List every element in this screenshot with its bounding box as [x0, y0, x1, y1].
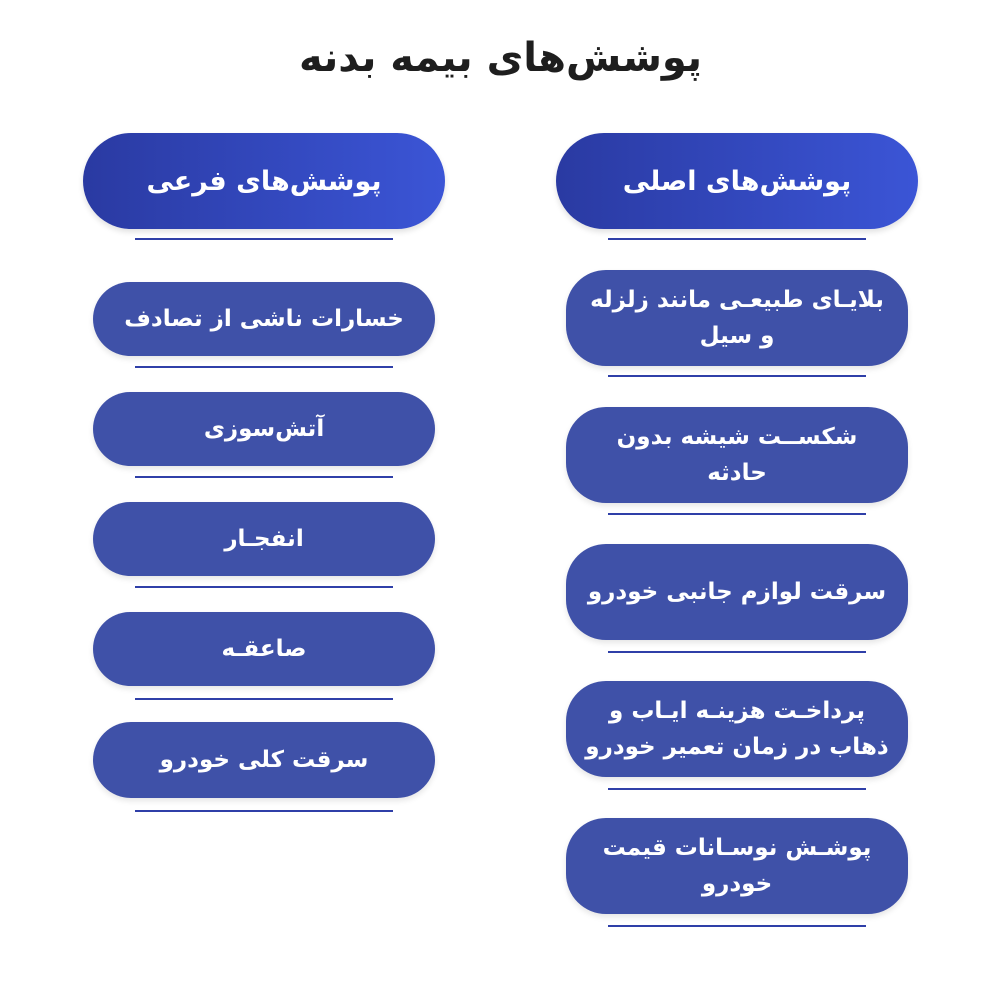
- main-item-divider: [608, 375, 866, 377]
- main-header-divider: [608, 238, 866, 240]
- main-item-transport-costs: [566, 681, 908, 777]
- secondary-item-total-theft: [93, 722, 435, 798]
- main-item-divider: [608, 513, 866, 515]
- main-item-label: بلایـای طبیعـی مانند زلزله و سیل: [590, 287, 884, 349]
- secondary-item-label: صاعقـه: [221, 636, 307, 662]
- secondary-item-accident-damage: [93, 282, 435, 356]
- page-title: پوشش‌های بیمه بدنه: [298, 35, 703, 81]
- secondary-header-divider: [135, 238, 393, 240]
- secondary-item-divider: [135, 366, 393, 368]
- secondary-item-divider: [135, 476, 393, 478]
- secondary-item-label: سرقت کلی خودرو: [159, 747, 369, 773]
- secondary-item-lightning: [93, 612, 435, 686]
- main-item-divider: [608, 651, 866, 653]
- secondary-item-divider: [135, 810, 393, 812]
- main-item-label: سرقت لوازم جانبی خودرو: [587, 579, 887, 605]
- main-item-price-fluctuation: [566, 818, 908, 914]
- main-item-label: پرداخـت هزینـه ایـاب و ذهاب در زمان تعمیر خودرو: [585, 698, 889, 760]
- secondary-item-divider: [135, 586, 393, 588]
- main-item-accessories-theft: [566, 544, 908, 640]
- main-item-glass-breakage: [566, 407, 908, 503]
- main-item-divider: [608, 925, 866, 927]
- secondary-item-label: خسارات ناشی از تصادف: [124, 306, 404, 332]
- main-coverages-header: پوشش‌های اصلی: [556, 133, 918, 229]
- secondary-coverages-header: پوشش‌های فرعی: [83, 133, 445, 229]
- secondary-item-fire: [93, 392, 435, 466]
- main-item-divider: [608, 788, 866, 790]
- secondary-item-divider: [135, 698, 393, 700]
- main-item-label: شکســت شیشه بدون حادثه: [616, 424, 858, 486]
- secondary-item-label: آتش‌سوزی: [203, 416, 325, 442]
- main-item-label: پوشـش نوسـانات قیمت خودرو: [602, 835, 872, 897]
- secondary-item-label: انفجـار: [224, 526, 304, 552]
- secondary-item-explosion: [93, 502, 435, 576]
- main-item-natural-disasters: [566, 270, 908, 366]
